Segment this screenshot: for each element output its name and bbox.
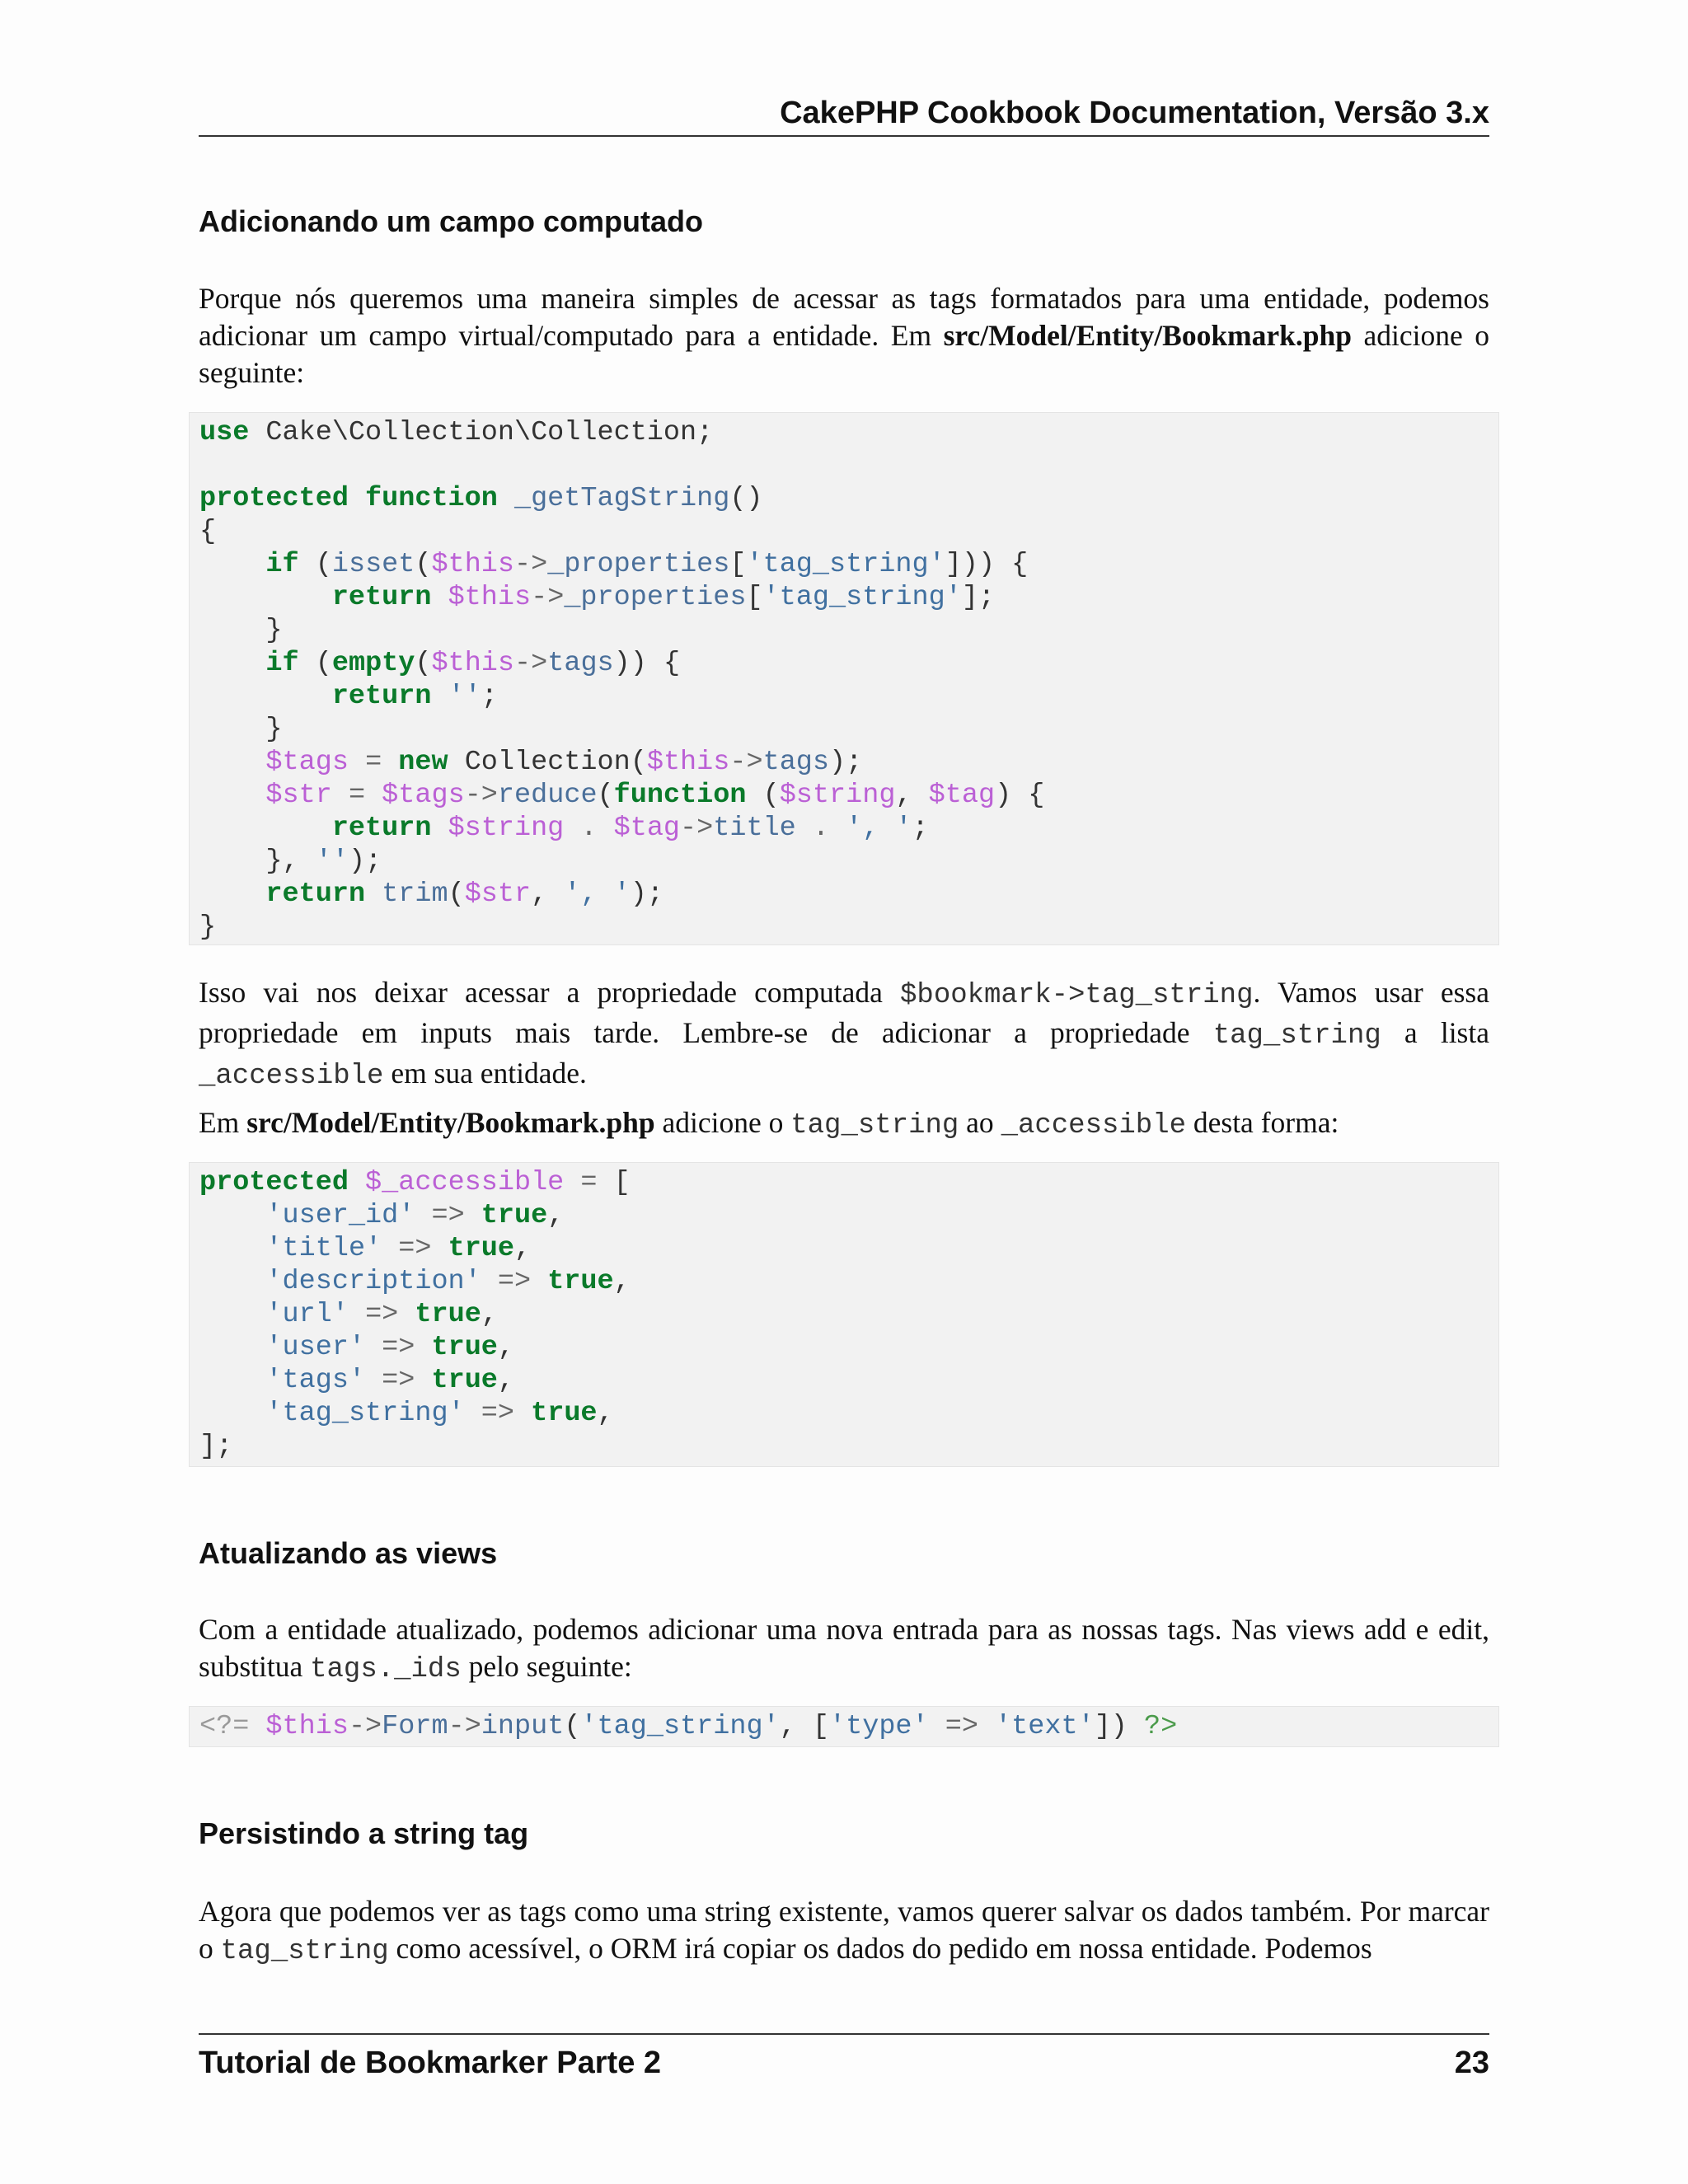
file-path: src/Model/Entity/Bookmark.php xyxy=(943,319,1352,352)
paragraph-computed-property: Isso vai nos deixar acessar a propriedade computada $bookmark->tag_string. Vamos usar essa propriedade em inputs mais tarde. Lembre-se de adicionar a propriedade tag_string a lista _accessible em sua entidade. xyxy=(199,976,1489,1092)
code-block-form-input: <?= $this->Form->input('tag_string', ['type' => 'text']) ?> xyxy=(189,1706,1499,1747)
footer-title: Tutorial de Bookmarker Parte 2 xyxy=(199,2046,662,2080)
inline-code: _accessible xyxy=(199,1061,384,1092)
inline-code: tag_string xyxy=(220,1936,389,1967)
paragraph-accessible: Em src/Model/Entity/Bookmark.php adicione o tag_string ao _accessible desta forma: xyxy=(199,1106,1339,1141)
paragraph-views: Com a entidade atualizado, podemos adicionar uma nova entrada para as nossas tags. Nas views add e edit, substitua tags._ids pelo seguinte: xyxy=(199,1613,1489,1685)
section-heading-computed-field: Adicionando um campo computado xyxy=(199,204,704,238)
paragraph-persisting: Agora que podemos ver as tags como uma string existente, vamos querer salvar os dados também. Por marcar o tag_string como acessível, o ORM irá copiar os dados do pedido em nossa entidade. Podemos xyxy=(199,1895,1489,1967)
file-path: src/Model/Entity/Bookmark.php xyxy=(246,1106,655,1139)
page-number: 23 xyxy=(1454,2046,1489,2080)
section-heading-persisting: Persistindo a string tag xyxy=(199,1816,529,1850)
inline-code: tags._ids xyxy=(310,1654,462,1685)
page-header xyxy=(199,92,1489,137)
code-block-accessible: protected $_accessible = [ 'user_id' => true, 'title' => true, 'description' => true, 'url' => true, 'user' => true, 'tags' => true, 'tag_string' => true, ]; xyxy=(189,1162,1499,1467)
code-block-get-tag-string: use Cake\Collection\Collection; protected function _getTagString() { if (isset($this->_properties['tag_string'])) { return $this->_properties['tag_string']; } if (empty($this->tags)) { return ''; } $tags = new Collection($this->tags); $str = $tags->reduce(function ($string, $tag) { return $string . $tag->title . ', '; }, ''); return trim($str, ', '); } xyxy=(189,412,1499,945)
inline-code: tag_string xyxy=(790,1110,959,1141)
header-title: CakePHP Cookbook Documentation, Versão 3.x xyxy=(780,96,1489,130)
page-footer xyxy=(199,2033,1489,2084)
inline-code: $bookmark->tag_string xyxy=(900,980,1254,1011)
inline-code: _accessible xyxy=(1001,1110,1186,1141)
paragraph-intro: Porque nós queremos uma maneira simples de acessar as tags formatados para uma entidade, podemos adicionar um campo virtual/computado para a entidade. Em src/Model/Entity/Bookmark.php adicione o seguinte: xyxy=(199,282,1489,389)
inline-code: tag_string xyxy=(1212,1020,1381,1052)
section-heading-updating-views: Atualizando as views xyxy=(199,1536,498,1570)
